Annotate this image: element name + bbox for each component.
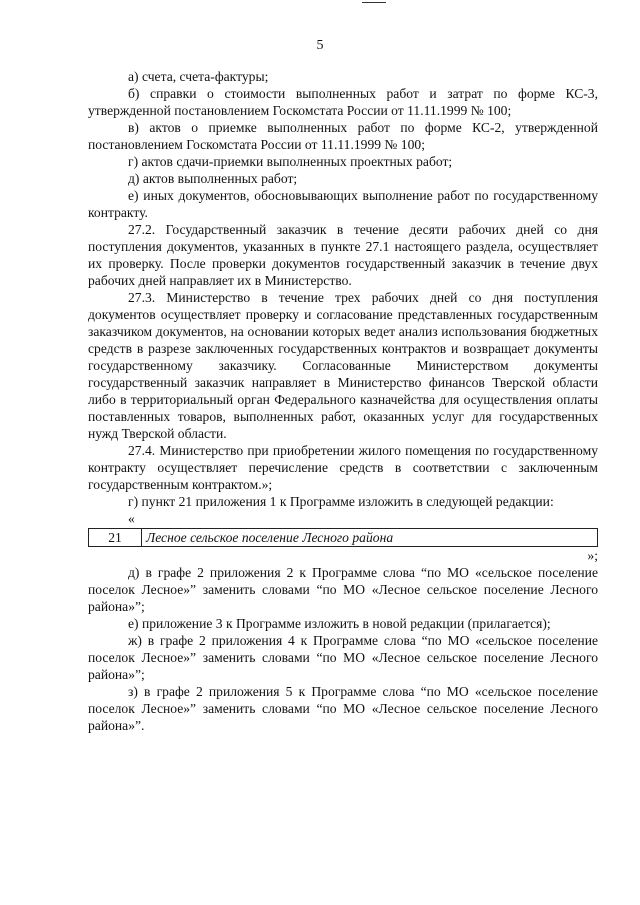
opening-quote: «: [128, 511, 135, 526]
top-edge-mark: [362, 2, 386, 3]
paragraph: в) актов о приемке выполненных работ по форме КС-2, утвержденной постановлением Госкомстата России от 11.11.1999 № 100;: [88, 120, 598, 152]
closing-quote: »;: [587, 548, 598, 563]
table-cell-number: 21: [89, 529, 142, 547]
paragraph: д) в графе 2 приложения 2 к Программе слова “по МО «сельское поселение поселок Лесное»” заменить словами “по МО «Лесное сельское поселение Лесного района»”;: [88, 565, 598, 614]
table-row: [89, 529, 598, 547]
page-number: 5: [316, 38, 324, 53]
paragraph: 27.2. Государственный заказчик в течение десяти рабочих дней со дня поступления документов, указанных в пункте 27.1 настоящего раздела, осуществляет их проверку. После проверки документов государственный заказчик в течение двух рабочих дней направляет их в Министерство.: [88, 222, 598, 288]
paragraph: г) пункт 21 приложения 1 к Программе изложить в следующей редакции:: [128, 494, 554, 509]
paragraph: е) иных документов, обосновывающих выполнение работ по государственному контракту.: [88, 188, 598, 220]
document-body: [88, 68, 598, 734]
paragraph: ж) в графе 2 приложения 4 к Программе слова “по МО «сельское поселение поселок Лесное»” заменить словами “по МО «Лесное сельское поселение Лесного района»”;: [88, 633, 598, 682]
paragraph: а) счета, счета-фактуры;: [128, 69, 269, 84]
paragraph: д) актов выполненных работ;: [128, 171, 298, 186]
table-cell-text: Лесное сельское поселение Лесного района: [142, 529, 598, 547]
replacement-table: [88, 528, 598, 547]
paragraph: б) справки о стоимости выполненных работ и затрат по форме КС-3, утвержденной постановлением Госкомстата России от 11.11.1999 № 100;: [88, 86, 598, 118]
paragraph: з) в графе 2 приложения 5 к Программе слова “по МО «сельское поселение поселок Лесное»” заменить словами “по МО «Лесное сельское поселение Лесного района»”.: [88, 684, 598, 733]
paragraph: е) приложение 3 к Программе изложить в новой редакции (прилагается);: [128, 616, 551, 631]
paragraph: г) актов сдачи-приемки выполненных проектных работ;: [128, 154, 453, 169]
paragraph: 27.3. Министерство в течение трех рабочих дней со дня поступления документов осуществляет проверку и согласование представленных государственным заказчиком документов, на основании которых ведет анализ использования бюджетных средств в разрезе заключенных государственных контрактов и возвращает документы государственному заказчику. Согласованные Министерством документы государственный заказчик направляет в Министерство финансов Тверской области либо в территориальный орган Федерального казначейства для осуществления оплаты поставленных товаров, выполненных работ, оказанных услуг для государственных нужд Тверской области.: [88, 290, 598, 441]
paragraph: 27.4. Министерство при приобретении жилого помещения по государственному контракту осуществляет перечисление средств в соответствии с заключенным государственным контрактом.»;: [88, 443, 598, 492]
